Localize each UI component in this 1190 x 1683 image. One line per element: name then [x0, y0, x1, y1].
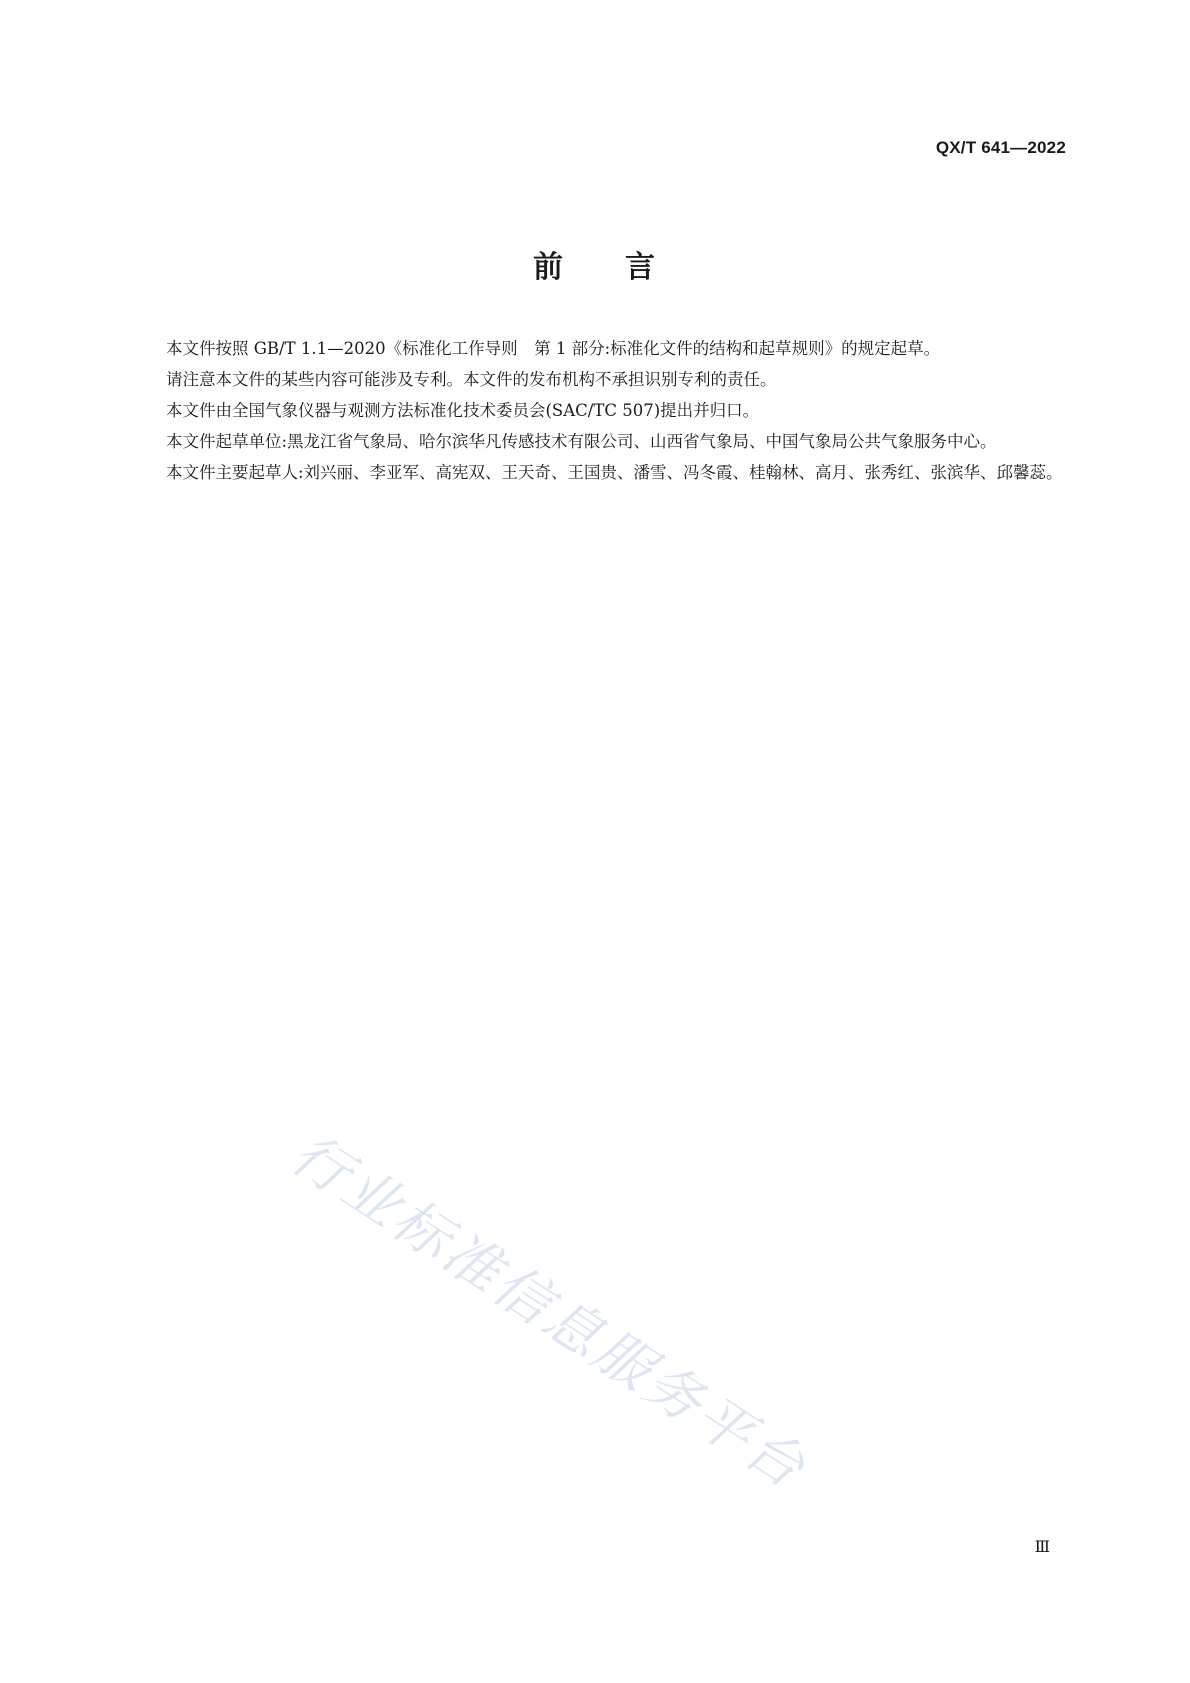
- foreword-body: [133, 333, 1065, 488]
- paragraph-drafting-units: 本文件起草单位:黑龙江省气象局、哈尔滨华凡传感技术有限公司、山西省气象局、中国气象局公共气象服务中心。: [166, 432, 997, 451]
- page-title: [0, 242, 1190, 286]
- page-number: Ⅲ: [1034, 1537, 1050, 1556]
- watermark: 行业标准信息服务平台: [279, 1121, 819, 1503]
- paragraph-proposer: 本文件由全国气象仪器与观测方法标准化技术委员会(SAC/TC 507)提出并归口。: [166, 401, 760, 420]
- title-char-2: 言: [625, 250, 657, 285]
- paragraph-drafters: 本文件主要起草人:刘兴丽、李亚军、高宪双、王天奇、王国贵、潘雪、冯冬霞、桂翰林、高月、张秀红、张滨华、邱馨蕊。: [166, 463, 1063, 482]
- standard-number: QX/T 641—2022: [935, 138, 1066, 157]
- paragraph-drafting-rules: 本文件按照 GB/T 1.1—2020《标准化工作导则 第 1 部分:标准化文件的结构和起草规则》的规定起草。: [166, 339, 941, 358]
- title-char-1: 前: [533, 250, 565, 285]
- paragraph-patent-notice: 请注意本文件的某些内容可能涉及专利。本文件的发布机构不承担识别专利的责任。: [166, 370, 777, 389]
